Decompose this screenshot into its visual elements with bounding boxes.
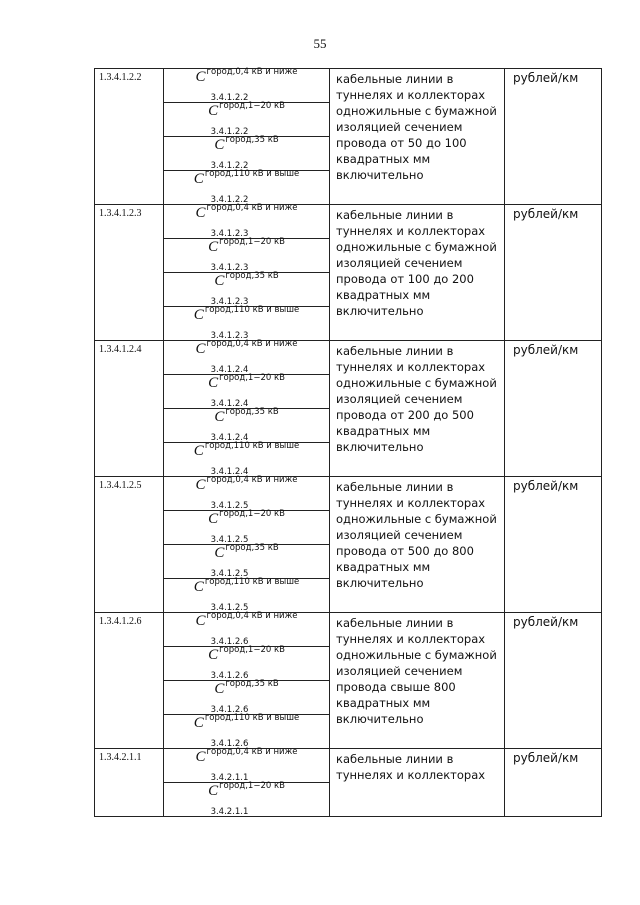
- rate-code-subscript: 3.4.1.2.4: [210, 467, 249, 477]
- rate-symbol-letter: C: [208, 511, 219, 527]
- rate-formula-cell: [164, 375, 330, 409]
- rate-symbol-letter: C: [214, 409, 225, 425]
- rates-table: [94, 68, 602, 817]
- rate-symbol: [208, 375, 285, 407]
- rate-symbol: [194, 307, 299, 339]
- rate-symbol: [194, 715, 299, 747]
- rate-symbol: [208, 647, 285, 679]
- rate-symbol-letter: C: [208, 783, 219, 799]
- rate-formula-cell: [164, 171, 330, 205]
- rate-code-subscript: 3.4.1.2.3: [210, 263, 249, 273]
- rate-symbol-letter: C: [214, 545, 225, 561]
- rate-symbol-letter: C: [193, 171, 204, 187]
- table-row: [95, 69, 602, 103]
- item-unit: рублей/км: [505, 613, 602, 749]
- rate-code-subscript: 3.4.1.2.6: [210, 705, 249, 715]
- item-description: кабельные линии в туннелях и коллекторах одножильные с бумажной изоляцией сечением провода от 500 до 800 квадратных мм включительно: [330, 477, 505, 613]
- rate-formula-cell: [164, 749, 330, 783]
- rate-voltage-superscript: город,0,4 кВ и ниже: [206, 339, 298, 349]
- rate-voltage-superscript: город,1−20 кВ: [219, 237, 285, 247]
- rate-formula-cell: [164, 137, 330, 171]
- rate-voltage-superscript: город,1−20 кВ: [219, 781, 285, 791]
- rate-symbol-letter: C: [214, 137, 225, 153]
- rate-voltage-superscript: город,0,4 кВ и ниже: [206, 67, 298, 77]
- rate-symbol: [196, 205, 298, 237]
- item-description: кабельные линии в туннелях и коллекторах одножильные с бумажной изоляцией сечением провода от 100 до 200 квадратных мм включительно: [330, 205, 505, 341]
- item-code: 1.3.4.1.2.3: [95, 205, 164, 341]
- rate-code-subscript: 3.4.1.2.2: [210, 195, 249, 205]
- rate-formula-cell: [164, 613, 330, 647]
- rate-symbol-letter: C: [208, 375, 219, 391]
- rate-symbol: [196, 69, 298, 101]
- rate-voltage-superscript: город,110 кВ и выше: [204, 713, 300, 723]
- rate-code-subscript: 3.4.1.2.2: [210, 93, 249, 103]
- rate-voltage-superscript: город,35 кВ: [225, 543, 279, 553]
- rate-symbol-letter: C: [193, 307, 204, 323]
- rate-symbol: [208, 239, 285, 271]
- rates-table-body: [95, 69, 602, 817]
- rate-symbol-letter: C: [208, 239, 219, 255]
- rate-symbol-letter: C: [214, 681, 225, 697]
- rate-code-subscript: 3.4.2.1.1: [210, 773, 249, 783]
- rate-formula-cell: [164, 783, 330, 817]
- rate-symbol-letter: C: [195, 341, 206, 357]
- item-code: 1.3.4.1.2.5: [95, 477, 164, 613]
- table-row: [95, 341, 602, 375]
- rate-symbol: [196, 477, 298, 509]
- rate-symbol-letter: C: [208, 647, 219, 663]
- rate-voltage-superscript: город,110 кВ и выше: [204, 305, 300, 315]
- rate-symbol-letter: C: [193, 443, 204, 459]
- table-row: [95, 477, 602, 511]
- rate-formula-cell: [164, 511, 330, 545]
- table-row: [95, 205, 602, 239]
- rate-code-subscript: 3.4.2.1.1: [210, 807, 249, 817]
- item-description: кабельные линии в туннелях и коллекторах одножильные с бумажной изоляцией сечением провода от 50 до 100 квадратных мм включительно: [330, 69, 505, 205]
- rate-formula-cell: [164, 579, 330, 613]
- rate-symbol: [196, 613, 298, 645]
- item-unit: рублей/км: [505, 205, 602, 341]
- rate-symbol: [210, 679, 279, 715]
- rate-voltage-superscript: город,1−20 кВ: [219, 101, 285, 111]
- rate-formula-cell: [164, 341, 330, 375]
- rate-voltage-superscript: город,1−20 кВ: [219, 373, 285, 383]
- rate-formula-cell: [164, 715, 330, 749]
- rate-symbol-letter: C: [214, 273, 225, 289]
- rate-symbol: [208, 783, 285, 815]
- rate-voltage-superscript: город,35 кВ: [225, 135, 279, 145]
- rate-voltage-superscript: город,1−20 кВ: [219, 509, 285, 519]
- rate-formula-cell: [164, 545, 330, 579]
- rate-symbol-letter: C: [195, 749, 206, 765]
- rate-symbol: [208, 103, 285, 135]
- rate-code-subscript: 3.4.1.2.2: [210, 161, 249, 171]
- rate-symbol: [196, 341, 298, 373]
- rate-voltage-superscript: город,35 кВ: [225, 271, 279, 281]
- rate-formula-cell: [164, 103, 330, 137]
- rate-formula-cell: [164, 409, 330, 443]
- table-row: [95, 749, 602, 783]
- rate-code-subscript: 3.4.1.2.5: [210, 603, 249, 613]
- rate-voltage-superscript: город,110 кВ и выше: [204, 169, 300, 179]
- rate-symbol: [208, 511, 285, 543]
- rate-voltage-superscript: город,0,4 кВ и ниже: [206, 203, 298, 213]
- rate-voltage-superscript: город,0,4 кВ и ниже: [206, 611, 298, 621]
- rate-code-subscript: 3.4.1.2.4: [210, 433, 249, 443]
- rate-symbol: [194, 171, 299, 203]
- item-description: кабельные линии в туннелях и коллекторах одножильные с бумажной изоляцией сечением провода свыше 800 квадратных мм включительно: [330, 613, 505, 749]
- rate-code-subscript: 3.4.1.2.6: [210, 637, 249, 647]
- rate-voltage-superscript: город,0,4 кВ и ниже: [206, 747, 298, 757]
- rate-symbol-letter: C: [193, 715, 204, 731]
- rate-code-subscript: 3.4.1.2.3: [210, 297, 249, 307]
- rate-code-subscript: 3.4.1.2.6: [210, 671, 249, 681]
- rate-symbol: [196, 749, 298, 781]
- rate-symbol-letter: C: [193, 579, 204, 595]
- rate-symbol-letter: C: [208, 103, 219, 119]
- rate-symbol: [210, 271, 279, 307]
- rate-symbol: [210, 543, 279, 579]
- item-unit: рублей/км: [505, 341, 602, 477]
- rate-formula-cell: [164, 477, 330, 511]
- rate-symbol: [194, 579, 299, 611]
- rate-code-subscript: 3.4.1.2.2: [210, 127, 249, 137]
- rate-code-subscript: 3.4.1.2.3: [210, 331, 249, 341]
- rate-formula-cell: [164, 307, 330, 341]
- rate-symbol-letter: C: [195, 477, 206, 493]
- item-code: 1.3.4.1.2.2: [95, 69, 164, 205]
- rate-voltage-superscript: город,35 кВ: [225, 679, 279, 689]
- rate-voltage-superscript: город,0,4 кВ и ниже: [206, 475, 298, 485]
- rate-symbol: [194, 443, 299, 475]
- rate-code-subscript: 3.4.1.2.3: [210, 229, 249, 239]
- rate-code-subscript: 3.4.1.2.5: [210, 535, 249, 545]
- item-unit: рублей/км: [505, 749, 602, 817]
- rate-voltage-superscript: город,1−20 кВ: [219, 645, 285, 655]
- rate-formula-cell: [164, 273, 330, 307]
- rate-symbol-letter: C: [195, 613, 206, 629]
- rate-formula-cell: [164, 443, 330, 477]
- item-description: кабельные линии в туннелях и коллекторах: [330, 749, 505, 817]
- rate-code-subscript: 3.4.1.2.4: [210, 399, 249, 409]
- rate-formula-cell: [164, 69, 330, 103]
- rate-formula-cell: [164, 239, 330, 273]
- table-row: [95, 613, 602, 647]
- item-description: кабельные линии в туннелях и коллекторах одножильные с бумажной изоляцией сечением провода от 200 до 500 квадратных мм включительно: [330, 341, 505, 477]
- rate-formula-cell: [164, 647, 330, 681]
- rate-symbol: [210, 135, 279, 171]
- item-unit: рублей/км: [505, 477, 602, 613]
- item-code: 1.3.4.1.2.4: [95, 341, 164, 477]
- page-number: 55: [313, 36, 327, 51]
- item-unit: рублей/км: [505, 69, 602, 205]
- rate-symbol-letter: C: [195, 205, 206, 221]
- rate-formula-cell: [164, 681, 330, 715]
- rate-code-subscript: 3.4.1.2.5: [210, 569, 249, 579]
- rate-symbol-letter: C: [195, 69, 206, 85]
- rate-voltage-superscript: город,110 кВ и выше: [204, 577, 300, 587]
- item-code: 1.3.4.1.2.6: [95, 613, 164, 749]
- rate-voltage-superscript: город,110 кВ и выше: [204, 441, 300, 451]
- rate-code-subscript: 3.4.1.2.5: [210, 501, 249, 511]
- rate-formula-cell: [164, 205, 330, 239]
- rate-code-subscript: 3.4.1.2.6: [210, 739, 249, 749]
- rate-code-subscript: 3.4.1.2.4: [210, 365, 249, 375]
- rate-symbol: [210, 407, 279, 443]
- item-code: 1.3.4.2.1.1: [95, 749, 164, 817]
- rate-voltage-superscript: город,35 кВ: [225, 407, 279, 417]
